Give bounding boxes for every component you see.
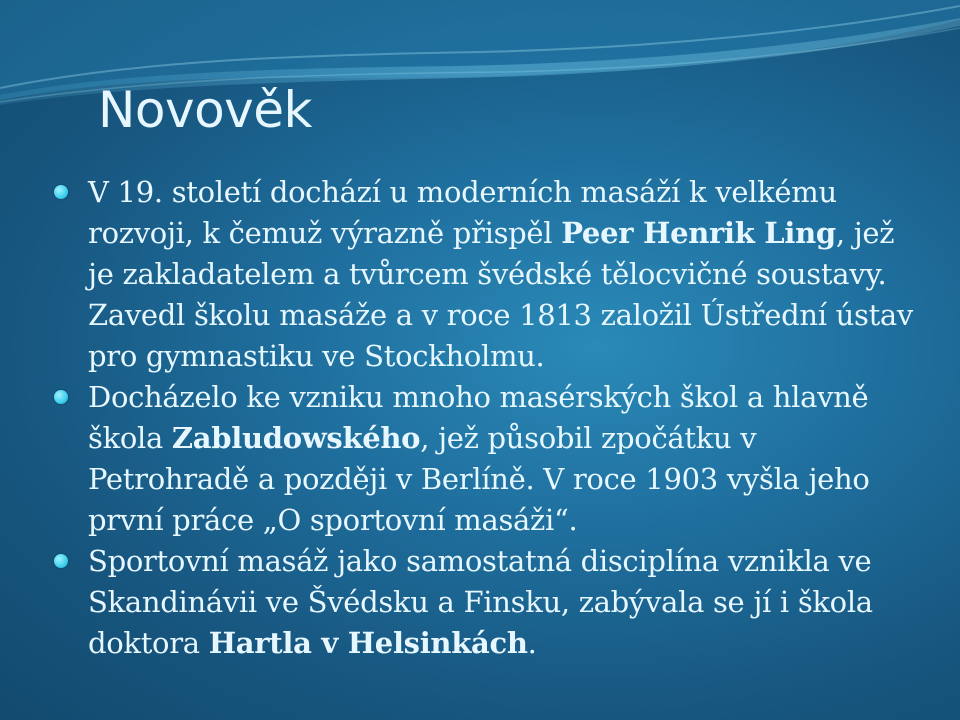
bullet-text-bold: Hartla v Helsinkách	[208, 626, 528, 660]
bullet-text-segment: , jež je zakladatelem a tvůrcem švédské tělocvičné soustavy. Zavedl školu masáže a v roce 1813 založil Ústřední ústav pro gymnastiku ve Stockholmu.	[88, 216, 913, 373]
bullet-text-segment: .	[527, 626, 537, 660]
bullet-item	[88, 377, 918, 541]
slide-title: Novověk	[98, 81, 312, 139]
bullet-dot-icon	[54, 390, 68, 404]
bullet-item	[88, 541, 918, 664]
bullet-text-segment: Docházelo ke vzniku mnoho masérských škol a hlavně škola	[88, 380, 869, 455]
bullet-item	[88, 172, 918, 377]
bullet-list	[88, 172, 918, 664]
bullet-text-bold: Peer Henrik Ling	[561, 216, 836, 250]
bullet-text-segment: V 19. století dochází u moderních masáží k velkému rozvoji, k čemuž výrazně přispěl	[88, 175, 837, 250]
bullet-text-bold: Zabludowského	[171, 421, 421, 455]
bullet-dot-icon	[54, 185, 68, 199]
bullet-dot-icon	[54, 554, 68, 568]
bullet-text-segment: , jež působil zpočátku v Petrohradě a později v Berlíně. V roce 1903 vyšla jeho první práce „O sportovní masáži“.	[88, 421, 870, 537]
bullet-text-segment: Sportovní masáž jako samostatná disciplína vznikla ve Skandinávii ve Švédsku a Finsku, zabývala se jí i škola doktora	[88, 544, 873, 660]
